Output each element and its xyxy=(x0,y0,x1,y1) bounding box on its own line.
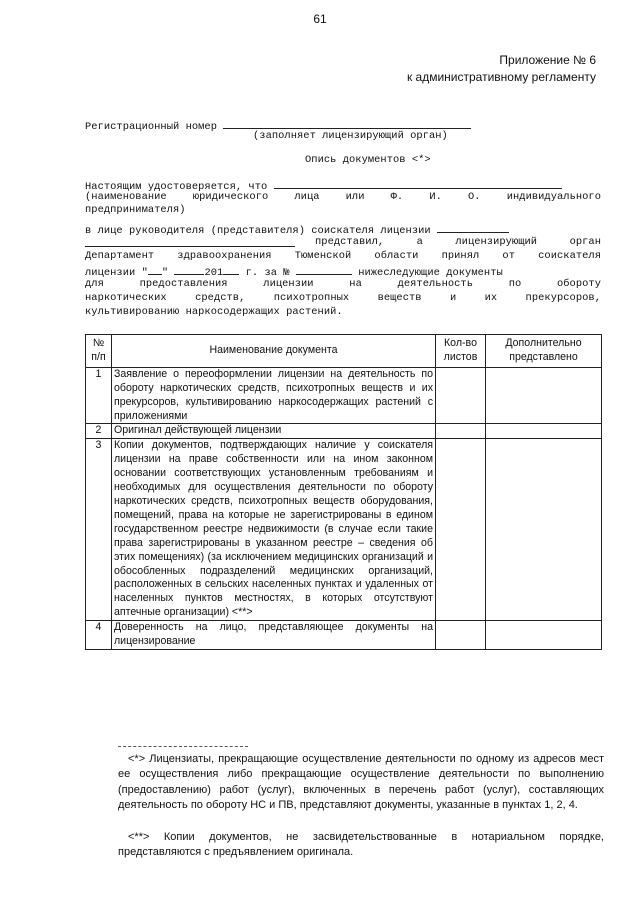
representative-blank xyxy=(437,222,509,233)
row-extra xyxy=(486,367,602,424)
purpose-line-3: культивированию наркосодержащих растений. xyxy=(85,306,343,318)
row-num: 2 xyxy=(86,424,112,439)
license-text-b: " xyxy=(161,267,169,279)
row-count xyxy=(436,367,486,424)
row-num: 3 xyxy=(86,439,112,621)
registration-label: Регистрационный номер xyxy=(85,121,217,133)
table-row xyxy=(86,424,602,439)
year-blank xyxy=(223,264,239,275)
day-blank xyxy=(148,264,162,275)
represented-text: в лице руководителя (представителя) соискателя лицензии xyxy=(85,225,431,237)
header-name: Наименование документа xyxy=(112,335,436,368)
appendix-title: Приложение № 6 xyxy=(499,53,596,67)
row-num: 1 xyxy=(86,367,112,424)
purpose-line-2: наркотических средств, психотропных веществ и их прекурсоров, xyxy=(85,292,601,304)
applicant-name-blank xyxy=(274,178,562,189)
table-header-row xyxy=(86,335,602,368)
inventory-title: Опись документов <*> xyxy=(305,154,431,166)
table-row xyxy=(86,367,602,424)
header-count: Кол-во листов xyxy=(436,335,486,368)
name-note-2: предпринимателя) xyxy=(85,204,186,216)
department-line: Департамент здравоохранения Тюменской области принял от соискателя xyxy=(85,250,601,262)
representative-name-blank xyxy=(85,236,295,247)
month-blank xyxy=(174,264,204,275)
header-extra: Дополнительно представлено xyxy=(486,335,602,368)
footnote-divider xyxy=(118,746,248,747)
row-num: 4 xyxy=(86,621,112,650)
row-count xyxy=(436,439,486,621)
row-count xyxy=(436,424,486,439)
appendix-subtitle: к административному регламенту xyxy=(406,70,596,84)
header-num: № п/п xyxy=(86,335,112,368)
registration-blank xyxy=(223,118,471,129)
row-name: Оригинал действующей лицензии xyxy=(112,424,436,439)
submitted-text: представил, а лицензирующий орган xyxy=(315,236,601,248)
page-number: 61 xyxy=(313,12,327,26)
certify-text: Настоящим удостоверяется, что xyxy=(85,181,268,193)
license-number-label: г. за № xyxy=(245,267,290,279)
table-row xyxy=(86,621,602,650)
row-extra xyxy=(486,621,602,650)
documents-table xyxy=(85,334,602,650)
row-extra xyxy=(486,424,602,439)
footnote-2: <**> Копии документов, не засвидетельствованные в нотариальном порядке, представляются с предъявлением оригинала. xyxy=(118,831,604,859)
name-note-1: (наименование юридического лица или Ф. И. О. индивидуального xyxy=(85,191,601,203)
license-number-blank xyxy=(296,264,352,275)
row-count xyxy=(436,621,486,650)
table-row xyxy=(86,439,602,621)
license-text-a: лицензии " xyxy=(85,267,148,279)
row-name: Копии документов, подтверждающих наличие у соискателя лицензии на праве собственности или на ином законном основании соответствующих установленным требованиям и необходимых для осуществления деятельности по обороту наркотических средств, психотропных веществ оборудования, помещений, права на которые не зарегистрированы в едином государственном реестре недвижимости (в случае если такие права зарегистрированы в указанном реестре – сведения об этих помещениях) (за исключением медицинских организаций и обособленных подразделений медицинских организаций, расположенных в сельских населенных пунктах и удаленных от населенных пунктов местностях, в которых отсутствуют аптечные организации) <**> xyxy=(112,439,436,621)
license-year: 201 xyxy=(204,267,224,279)
license-text-e: нижеследующие документы xyxy=(358,267,503,279)
purpose-line-1: для предоставления лицензии на деятельность по обороту xyxy=(85,278,601,290)
registration-note: (заполняет лицензирующий орган) xyxy=(253,130,448,142)
row-name: Доверенность на лицо, представляющее документы на лицензирование xyxy=(112,621,436,650)
footnote-1: <*> Лицензиаты, прекращающие осуществление деятельности по одному из адресов мест ее осуществления либо прекращающие осуществление деятельности по выполнению (предоставлению) работ (услуг), включенных в перечень работ (услуг), составляющих деятельность по обороту НС и ПВ, представляют документы, указанные в пунктах 1, 2, 4. xyxy=(118,753,604,812)
row-extra xyxy=(486,439,602,621)
row-name: Заявление о переоформлении лицензии на деятельность по обороту наркотических средств, психотропных веществ и их прекурсоров, культивированию наркосодержащих растений с приложениями xyxy=(112,367,436,424)
